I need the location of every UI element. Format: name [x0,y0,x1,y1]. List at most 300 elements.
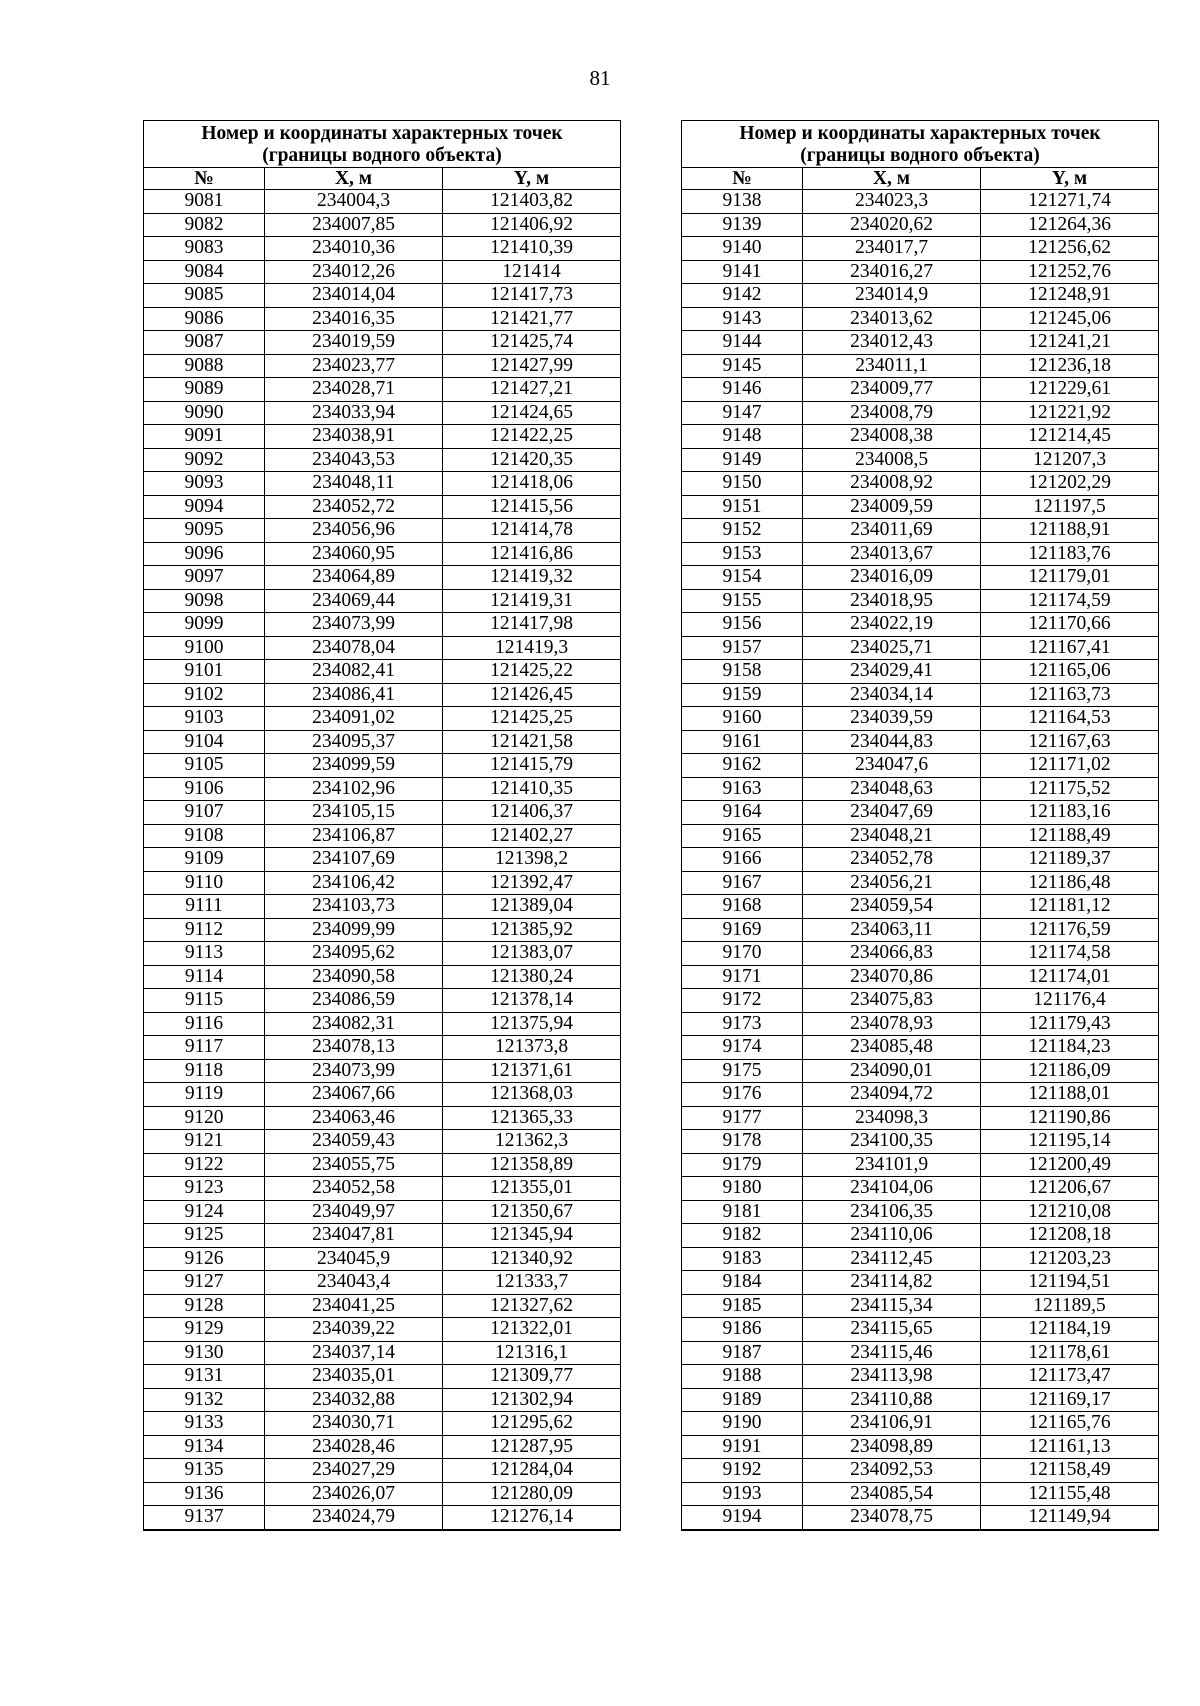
point-number-cell: 9083 [144,237,265,261]
y-coordinate-cell: 121186,09 [981,1059,1159,1083]
y-coordinate-cell: 121175,52 [981,777,1159,801]
coordinates-table-left [143,120,621,1531]
point-number-cell: 9139 [682,213,803,237]
x-coordinate-cell: 234091,02 [265,707,443,731]
x-coordinate-cell: 234106,35 [803,1200,981,1224]
table-row [144,519,621,543]
y-coordinate-cell: 121165,06 [981,660,1159,684]
x-coordinate-cell: 234102,96 [265,777,443,801]
y-coordinate-cell: 121149,94 [981,1506,1159,1530]
point-number-cell: 9179 [682,1153,803,1177]
x-coordinate-cell: 234056,96 [265,519,443,543]
point-number-cell: 9133 [144,1412,265,1436]
x-coordinate-cell: 234008,92 [803,472,981,496]
y-coordinate-cell: 121194,51 [981,1271,1159,1295]
x-coordinate-cell: 234085,48 [803,1036,981,1060]
point-number-cell: 9141 [682,260,803,284]
x-coordinate-cell: 234113,98 [803,1365,981,1389]
x-coordinate-cell: 234033,94 [265,401,443,425]
x-coordinate-cell: 234028,71 [265,378,443,402]
point-number-cell: 9102 [144,683,265,707]
point-number-cell: 9109 [144,848,265,872]
x-coordinate-cell: 234082,41 [265,660,443,684]
y-coordinate-cell: 121425,25 [443,707,621,731]
table-row [144,1059,621,1083]
table-row [144,613,621,637]
point-number-cell: 9088 [144,354,265,378]
table-row [682,1130,1159,1154]
point-number-cell: 9154 [682,566,803,590]
x-coordinate-cell: 234090,01 [803,1059,981,1083]
y-coordinate-cell: 121375,94 [443,1012,621,1036]
table-row [682,1318,1159,1342]
point-number-cell: 9092 [144,448,265,472]
table-row [682,1177,1159,1201]
table-caption-line1: Номер и координаты характерных точек [739,123,1101,144]
point-number-cell: 9098 [144,589,265,613]
point-number-cell: 9175 [682,1059,803,1083]
x-coordinate-cell: 234075,83 [803,989,981,1013]
point-number-cell: 9136 [144,1482,265,1506]
table-row [144,213,621,237]
x-coordinate-cell: 234022,19 [803,613,981,637]
table-row [682,1247,1159,1271]
x-coordinate-cell: 234085,54 [803,1482,981,1506]
point-number-cell: 9168 [682,895,803,919]
x-coordinate-cell: 234095,62 [265,942,443,966]
point-number-cell: 9086 [144,307,265,331]
y-coordinate-cell: 121170,66 [981,613,1159,637]
y-coordinate-cell: 121427,21 [443,378,621,402]
y-coordinate-cell: 121207,3 [981,448,1159,472]
point-number-cell: 9187 [682,1341,803,1365]
table-row [682,683,1159,707]
table-row [144,331,621,355]
x-coordinate-cell: 234016,35 [265,307,443,331]
table-row [682,284,1159,308]
point-number-cell: 9155 [682,589,803,613]
table-row [144,1435,621,1459]
column-header-number: № [682,168,803,190]
y-coordinate-cell: 121417,73 [443,284,621,308]
x-coordinate-cell: 234052,58 [265,1177,443,1201]
point-number-cell: 9185 [682,1294,803,1318]
point-number-cell: 9180 [682,1177,803,1201]
point-number-cell: 9110 [144,871,265,895]
table-row [682,1341,1159,1365]
column-header-x: X, м [803,168,981,190]
x-coordinate-cell: 234039,22 [265,1318,443,1342]
table-body [144,190,621,1530]
y-coordinate-cell: 121419,32 [443,566,621,590]
x-coordinate-cell: 234043,4 [265,1271,443,1295]
y-coordinate-cell: 121280,09 [443,1482,621,1506]
table-row [682,918,1159,942]
x-coordinate-cell: 234011,1 [803,354,981,378]
table-row [144,1224,621,1248]
x-coordinate-cell: 234014,9 [803,284,981,308]
table-row [144,1271,621,1295]
table-row [144,1036,621,1060]
x-coordinate-cell: 234066,83 [803,942,981,966]
table-row [682,824,1159,848]
table-row [144,1412,621,1436]
x-coordinate-cell: 234025,71 [803,636,981,660]
table-row [144,942,621,966]
point-number-cell: 9184 [682,1271,803,1295]
y-coordinate-cell: 121252,76 [981,260,1159,284]
x-coordinate-cell: 234008,38 [803,425,981,449]
y-coordinate-cell: 121287,95 [443,1435,621,1459]
point-number-cell: 9173 [682,1012,803,1036]
point-number-cell: 9142 [682,284,803,308]
x-coordinate-cell: 234069,44 [265,589,443,613]
x-coordinate-cell: 234098,89 [803,1435,981,1459]
x-coordinate-cell: 234013,67 [803,542,981,566]
table-row [682,1482,1159,1506]
y-coordinate-cell: 121355,01 [443,1177,621,1201]
x-coordinate-cell: 234059,54 [803,895,981,919]
point-number-cell: 9167 [682,871,803,895]
x-coordinate-cell: 234052,78 [803,848,981,872]
x-coordinate-cell: 234026,07 [265,1482,443,1506]
y-coordinate-cell: 121378,14 [443,989,621,1013]
y-coordinate-cell: 121179,43 [981,1012,1159,1036]
y-coordinate-cell: 121173,47 [981,1365,1159,1389]
table-row [144,1106,621,1130]
y-coordinate-cell: 121406,92 [443,213,621,237]
x-coordinate-cell: 234007,85 [265,213,443,237]
x-coordinate-cell: 234064,89 [265,566,443,590]
x-coordinate-cell: 234008,79 [803,401,981,425]
y-coordinate-cell: 121373,8 [443,1036,621,1060]
point-number-cell: 9101 [144,660,265,684]
point-number-cell: 9084 [144,260,265,284]
x-coordinate-cell: 234094,72 [803,1083,981,1107]
point-number-cell: 9096 [144,542,265,566]
y-coordinate-cell: 121322,01 [443,1318,621,1342]
column-header-y: Y, м [443,168,621,190]
table-row [682,1365,1159,1389]
table-row [682,542,1159,566]
point-number-cell: 9116 [144,1012,265,1036]
point-number-cell: 9091 [144,425,265,449]
table-row [144,378,621,402]
point-number-cell: 9095 [144,519,265,543]
table-row [144,1083,621,1107]
point-number-cell: 9082 [144,213,265,237]
x-coordinate-cell: 234100,35 [803,1130,981,1154]
y-coordinate-cell: 121195,14 [981,1130,1159,1154]
point-number-cell: 9113 [144,942,265,966]
table-row [682,1435,1159,1459]
y-coordinate-cell: 121188,91 [981,519,1159,543]
x-coordinate-cell: 234078,93 [803,1012,981,1036]
x-coordinate-cell: 234086,41 [265,683,443,707]
y-coordinate-cell: 121414,78 [443,519,621,543]
x-coordinate-cell: 234059,43 [265,1130,443,1154]
x-coordinate-cell: 234086,59 [265,989,443,1013]
x-coordinate-cell: 234048,63 [803,777,981,801]
point-number-cell: 9099 [144,613,265,637]
point-number-cell: 9182 [682,1224,803,1248]
table-row [144,1482,621,1506]
point-number-cell: 9081 [144,190,265,214]
table-row [144,401,621,425]
table-row [144,1294,621,1318]
table-row [682,213,1159,237]
y-coordinate-cell: 121200,49 [981,1153,1159,1177]
point-number-cell: 9188 [682,1365,803,1389]
table-row [682,801,1159,825]
y-coordinate-cell: 121276,14 [443,1506,621,1530]
y-coordinate-cell: 121426,45 [443,683,621,707]
point-number-cell: 9122 [144,1153,265,1177]
table-row [144,683,621,707]
point-number-cell: 9123 [144,1177,265,1201]
x-coordinate-cell: 234099,99 [265,918,443,942]
point-number-cell: 9132 [144,1388,265,1412]
y-coordinate-cell: 121425,74 [443,331,621,355]
table-row [144,730,621,754]
table-row [144,636,621,660]
table-row [682,730,1159,754]
y-coordinate-cell: 121248,91 [981,284,1159,308]
y-coordinate-cell: 121183,16 [981,801,1159,825]
y-coordinate-cell: 121158,49 [981,1459,1159,1483]
y-coordinate-cell: 121186,48 [981,871,1159,895]
x-coordinate-cell: 234049,97 [265,1200,443,1224]
y-coordinate-cell: 121420,35 [443,448,621,472]
y-coordinate-cell: 121229,61 [981,378,1159,402]
point-number-cell: 9131 [144,1365,265,1389]
y-coordinate-cell: 121403,82 [443,190,621,214]
point-number-cell: 9130 [144,1341,265,1365]
y-coordinate-cell: 121197,5 [981,495,1159,519]
point-number-cell: 9140 [682,237,803,261]
point-number-cell: 9170 [682,942,803,966]
table-row [144,284,621,308]
x-coordinate-cell: 234027,29 [265,1459,443,1483]
x-coordinate-cell: 234011,69 [803,519,981,543]
y-coordinate-cell: 121202,29 [981,472,1159,496]
point-number-cell: 9126 [144,1247,265,1271]
point-number-cell: 9163 [682,777,803,801]
point-number-cell: 9174 [682,1036,803,1060]
x-coordinate-cell: 234032,88 [265,1388,443,1412]
point-number-cell: 9149 [682,448,803,472]
x-coordinate-cell: 234107,69 [265,848,443,872]
x-coordinate-cell: 234105,15 [265,801,443,825]
y-coordinate-cell: 121184,23 [981,1036,1159,1060]
y-coordinate-cell: 121245,06 [981,307,1159,331]
table-row [682,1412,1159,1436]
table-row [682,472,1159,496]
table-row [682,1153,1159,1177]
y-coordinate-cell: 121163,73 [981,683,1159,707]
y-coordinate-cell: 121167,63 [981,730,1159,754]
table-row [144,425,621,449]
x-coordinate-cell: 234010,36 [265,237,443,261]
x-coordinate-cell: 234009,59 [803,495,981,519]
table-row [144,1200,621,1224]
table-row [682,895,1159,919]
x-coordinate-cell: 234029,41 [803,660,981,684]
y-coordinate-cell: 121208,18 [981,1224,1159,1248]
x-coordinate-cell: 234101,9 [803,1153,981,1177]
point-number-cell: 9124 [144,1200,265,1224]
x-coordinate-cell: 234045,9 [265,1247,443,1271]
column-header-x: X, м [265,168,443,190]
point-number-cell: 9097 [144,566,265,590]
point-number-cell: 9105 [144,754,265,778]
table-row [682,1083,1159,1107]
y-coordinate-cell: 121161,13 [981,1435,1159,1459]
table-row [144,307,621,331]
x-coordinate-cell: 234114,82 [803,1271,981,1295]
y-coordinate-cell: 121427,99 [443,354,621,378]
table-row [682,1059,1159,1083]
x-coordinate-cell: 234043,53 [265,448,443,472]
x-coordinate-cell: 234104,06 [803,1177,981,1201]
y-coordinate-cell: 121184,19 [981,1318,1159,1342]
x-coordinate-cell: 234115,34 [803,1294,981,1318]
point-number-cell: 9125 [144,1224,265,1248]
y-coordinate-cell: 121167,41 [981,636,1159,660]
y-coordinate-cell: 121189,37 [981,848,1159,872]
point-number-cell: 9114 [144,965,265,989]
point-number-cell: 9112 [144,918,265,942]
y-coordinate-cell: 121422,25 [443,425,621,449]
y-coordinate-cell: 121178,61 [981,1341,1159,1365]
table-body [682,190,1159,1530]
table-row [682,660,1159,684]
point-number-cell: 9129 [144,1318,265,1342]
x-coordinate-cell: 234099,59 [265,754,443,778]
x-coordinate-cell: 234115,46 [803,1341,981,1365]
table-row [144,1459,621,1483]
point-number-cell: 9153 [682,542,803,566]
table-row [144,660,621,684]
y-coordinate-cell: 121188,01 [981,1083,1159,1107]
point-number-cell: 9166 [682,848,803,872]
point-number-cell: 9171 [682,965,803,989]
table-row [682,354,1159,378]
y-coordinate-cell: 121421,58 [443,730,621,754]
y-coordinate-cell: 121392,47 [443,871,621,895]
x-coordinate-cell: 234017,7 [803,237,981,261]
y-coordinate-cell: 121206,67 [981,1177,1159,1201]
point-number-cell: 9117 [144,1036,265,1060]
table-row [144,354,621,378]
table-row [144,190,621,214]
x-coordinate-cell: 234044,83 [803,730,981,754]
table-row [682,1200,1159,1224]
x-coordinate-cell: 234082,31 [265,1012,443,1036]
table-row [144,1365,621,1389]
x-coordinate-cell: 234023,3 [803,190,981,214]
x-coordinate-cell: 234048,21 [803,824,981,848]
y-coordinate-cell: 121358,89 [443,1153,621,1177]
y-coordinate-cell: 121284,04 [443,1459,621,1483]
x-coordinate-cell: 234106,87 [265,824,443,848]
x-coordinate-cell: 234009,77 [803,378,981,402]
table-row [144,777,621,801]
x-coordinate-cell: 234098,3 [803,1106,981,1130]
x-coordinate-cell: 234056,21 [803,871,981,895]
table-row [144,1012,621,1036]
column-header-y: Y, м [981,168,1159,190]
point-number-cell: 9127 [144,1271,265,1295]
y-coordinate-cell: 121171,02 [981,754,1159,778]
x-coordinate-cell: 234004,3 [265,190,443,214]
y-coordinate-cell: 121416,86 [443,542,621,566]
y-coordinate-cell: 121190,86 [981,1106,1159,1130]
point-number-cell: 9100 [144,636,265,660]
point-number-cell: 9156 [682,613,803,637]
point-number-cell: 9093 [144,472,265,496]
table-row [682,871,1159,895]
point-number-cell: 9178 [682,1130,803,1154]
x-coordinate-cell: 234070,86 [803,965,981,989]
x-coordinate-cell: 234012,43 [803,331,981,355]
table-row [144,542,621,566]
y-coordinate-cell: 121174,01 [981,965,1159,989]
y-coordinate-cell: 121350,67 [443,1200,621,1224]
x-coordinate-cell: 234047,6 [803,754,981,778]
y-coordinate-cell: 121189,5 [981,1294,1159,1318]
x-coordinate-cell: 234028,46 [265,1435,443,1459]
table-row [144,871,621,895]
x-coordinate-cell: 234106,91 [803,1412,981,1436]
x-coordinate-cell: 234018,95 [803,589,981,613]
table-row [682,754,1159,778]
table-row [144,1177,621,1201]
x-coordinate-cell: 234024,79 [265,1506,443,1530]
y-coordinate-cell: 121164,53 [981,707,1159,731]
point-number-cell: 9115 [144,989,265,1013]
table-row [682,378,1159,402]
table-caption-line2: (границы водного объекта) [262,145,502,166]
point-number-cell: 9161 [682,730,803,754]
x-coordinate-cell: 234110,06 [803,1224,981,1248]
y-coordinate-cell: 121389,04 [443,895,621,919]
table-row [682,260,1159,284]
x-coordinate-cell: 234012,26 [265,260,443,284]
y-coordinate-cell: 121402,27 [443,824,621,848]
coordinates-table-right [681,120,1159,1531]
x-coordinate-cell: 234078,75 [803,1506,981,1530]
table-row [682,425,1159,449]
table-row [682,401,1159,425]
x-coordinate-cell: 234008,5 [803,448,981,472]
y-coordinate-cell: 121183,76 [981,542,1159,566]
y-coordinate-cell: 121417,98 [443,613,621,637]
table-row [682,1388,1159,1412]
y-coordinate-cell: 121181,12 [981,895,1159,919]
table-row [144,1153,621,1177]
y-coordinate-cell: 121415,79 [443,754,621,778]
table-row [682,613,1159,637]
table-row [682,190,1159,214]
y-coordinate-cell: 121256,62 [981,237,1159,261]
table-row [144,1247,621,1271]
y-coordinate-cell: 121174,59 [981,589,1159,613]
y-coordinate-cell: 121176,59 [981,918,1159,942]
table-caption-line2: (границы водного объекта) [800,145,1040,166]
point-number-cell: 9148 [682,425,803,449]
point-number-cell: 9145 [682,354,803,378]
